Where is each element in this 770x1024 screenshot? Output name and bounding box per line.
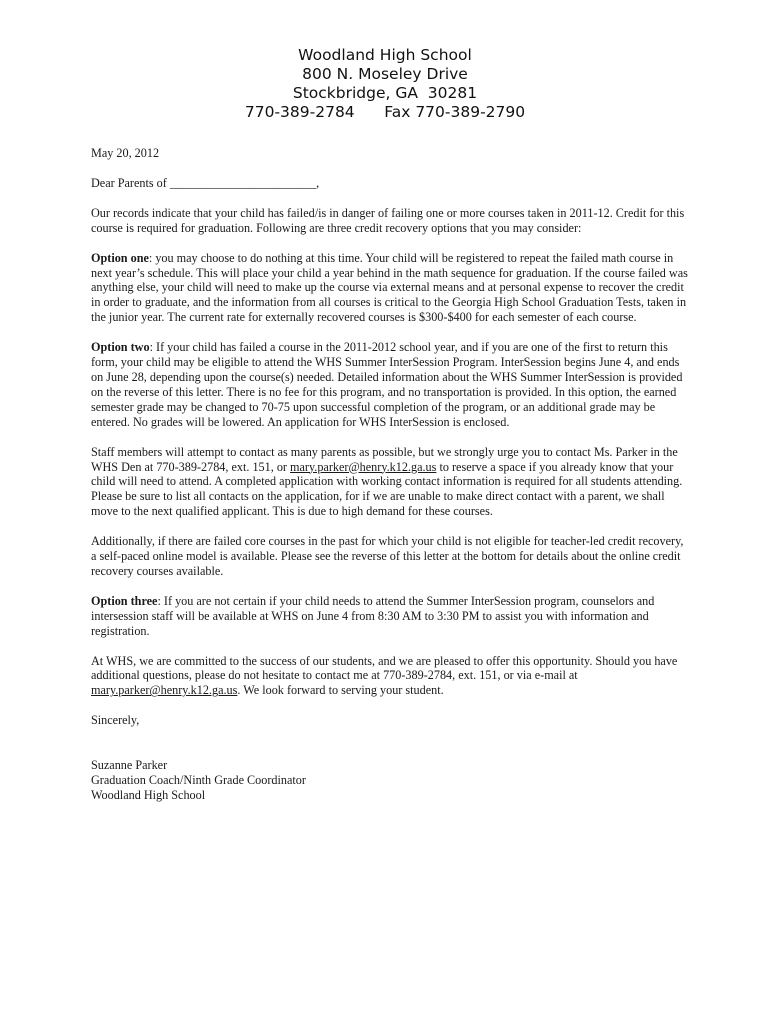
closing-text-before: At WHS, we are committed to the success of our students, and we are pleased to offer this opportunity. Should you have additional questions, please do not hesitate to contact me at 770-389-2784, ext. 151, or via e-mail at bbox=[91, 653, 678, 683]
closing-paragraph bbox=[91, 654, 691, 699]
option-one-paragraph bbox=[91, 251, 691, 326]
option-three-label: Option three bbox=[91, 593, 158, 608]
staff-text-after: to reserve a space if you already know that your child will need to attend. A completed application with working contact information is required for all students attending. Please be sure to list all contacts on the application, for if we are unable to make direct contact with a parent, we shall move to the next qualified applicant. This is due to high demand for these courses. bbox=[91, 459, 683, 519]
option-three-text: : If you are not certain if your child needs to attend the Summer InterSession program, counselors and intersession staff will be available at WHS on June 4 from 8:30 AM to 3:30 PM to assist you with information and registration. bbox=[91, 593, 655, 638]
closing-text-after: . We look forward to serving your student. bbox=[237, 683, 444, 698]
school-phones: 770-389-2784 Fax 770-389-2790 bbox=[244, 103, 526, 121]
option-two-label: Option two bbox=[91, 340, 150, 355]
school-street: 800 N. Moseley Drive bbox=[302, 65, 468, 83]
letter-date: May 20, 2012 bbox=[91, 146, 160, 160]
option-three-paragraph bbox=[91, 594, 691, 639]
option-one-text: : you may choose to do nothing at this time. Your child will be registered to repeat the failed math course in next year’s schedule. This will place your child a year behind in the math sequence for graduation. If the course failed was anything else, your child will need to make up the course via external means and at personal expense to recover the credit in order to graduate, and the information from all courses is critical to the Georgia High School Graduation Tests, taken in the junior year. The current rate for externally recovered courses is $300-$400 for each semester of each course. bbox=[91, 250, 688, 325]
staff-paragraph bbox=[91, 445, 691, 520]
intro-paragraph: Our records indicate that your child has failed/is in danger of failing one or more courses taken in 2011-12. Credit for this course is required for graduation. Following are three credit recovery options that you may consider: bbox=[91, 205, 685, 235]
closing-email-link[interactable]: mary.parker@henry.k12.ga.us bbox=[91, 683, 238, 698]
signature-school: Woodland High School bbox=[91, 788, 206, 802]
option-two-paragraph bbox=[91, 340, 691, 429]
additionally-paragraph: Additionally, if there are failed core courses in the past for which your child is not eligible for teacher-led credit recovery, a self-paced online model is available. Please see the reverse of this letter at the bottom for details about the online credit recovery courses available. bbox=[91, 534, 684, 578]
letter-body bbox=[91, 146, 691, 803]
school-city: Stockbridge, GA 30281 bbox=[292, 84, 478, 102]
school-name: Woodland High School bbox=[298, 46, 472, 64]
staff-text-before: Staff members will attempt to contact as many parents as possible, but we strongly urge you to contact Ms. Parker in the WHS Den at 770-389-2784, ext. 151, or bbox=[91, 444, 678, 474]
sign-off: Sincerely, bbox=[91, 713, 140, 728]
option-one-label: Option one bbox=[91, 250, 149, 265]
signature-title: Graduation Coach/Ninth Grade Coordinator bbox=[91, 773, 306, 788]
email-link[interactable]: mary.parker@henry.k12.ga.us bbox=[290, 459, 437, 474]
letterhead bbox=[0, 46, 770, 122]
signature-name: Suzanne Parker bbox=[91, 758, 168, 773]
salutation: Dear Parents of ________________________, bbox=[91, 175, 320, 190]
option-two-text: : If your child has failed a course in the 2011-2012 school year, and if you are one of the first to return this form, your child may be eligible to attend the WHS Summer InterSession Program. InterSession begins June 4, and ends on June 28, depending upon the course(s) needed. Detailed information about the WHS Summer InterSession is provided on the reverse of this letter. There is no fee for this program, and no transportation is provided. In this option, the earned semester grade may be changed to 70-75 upon successful completion of the program, or an additional grade may be entered. No grades will be lowered. An application for WHS InterSession is enclosed. bbox=[91, 340, 683, 429]
